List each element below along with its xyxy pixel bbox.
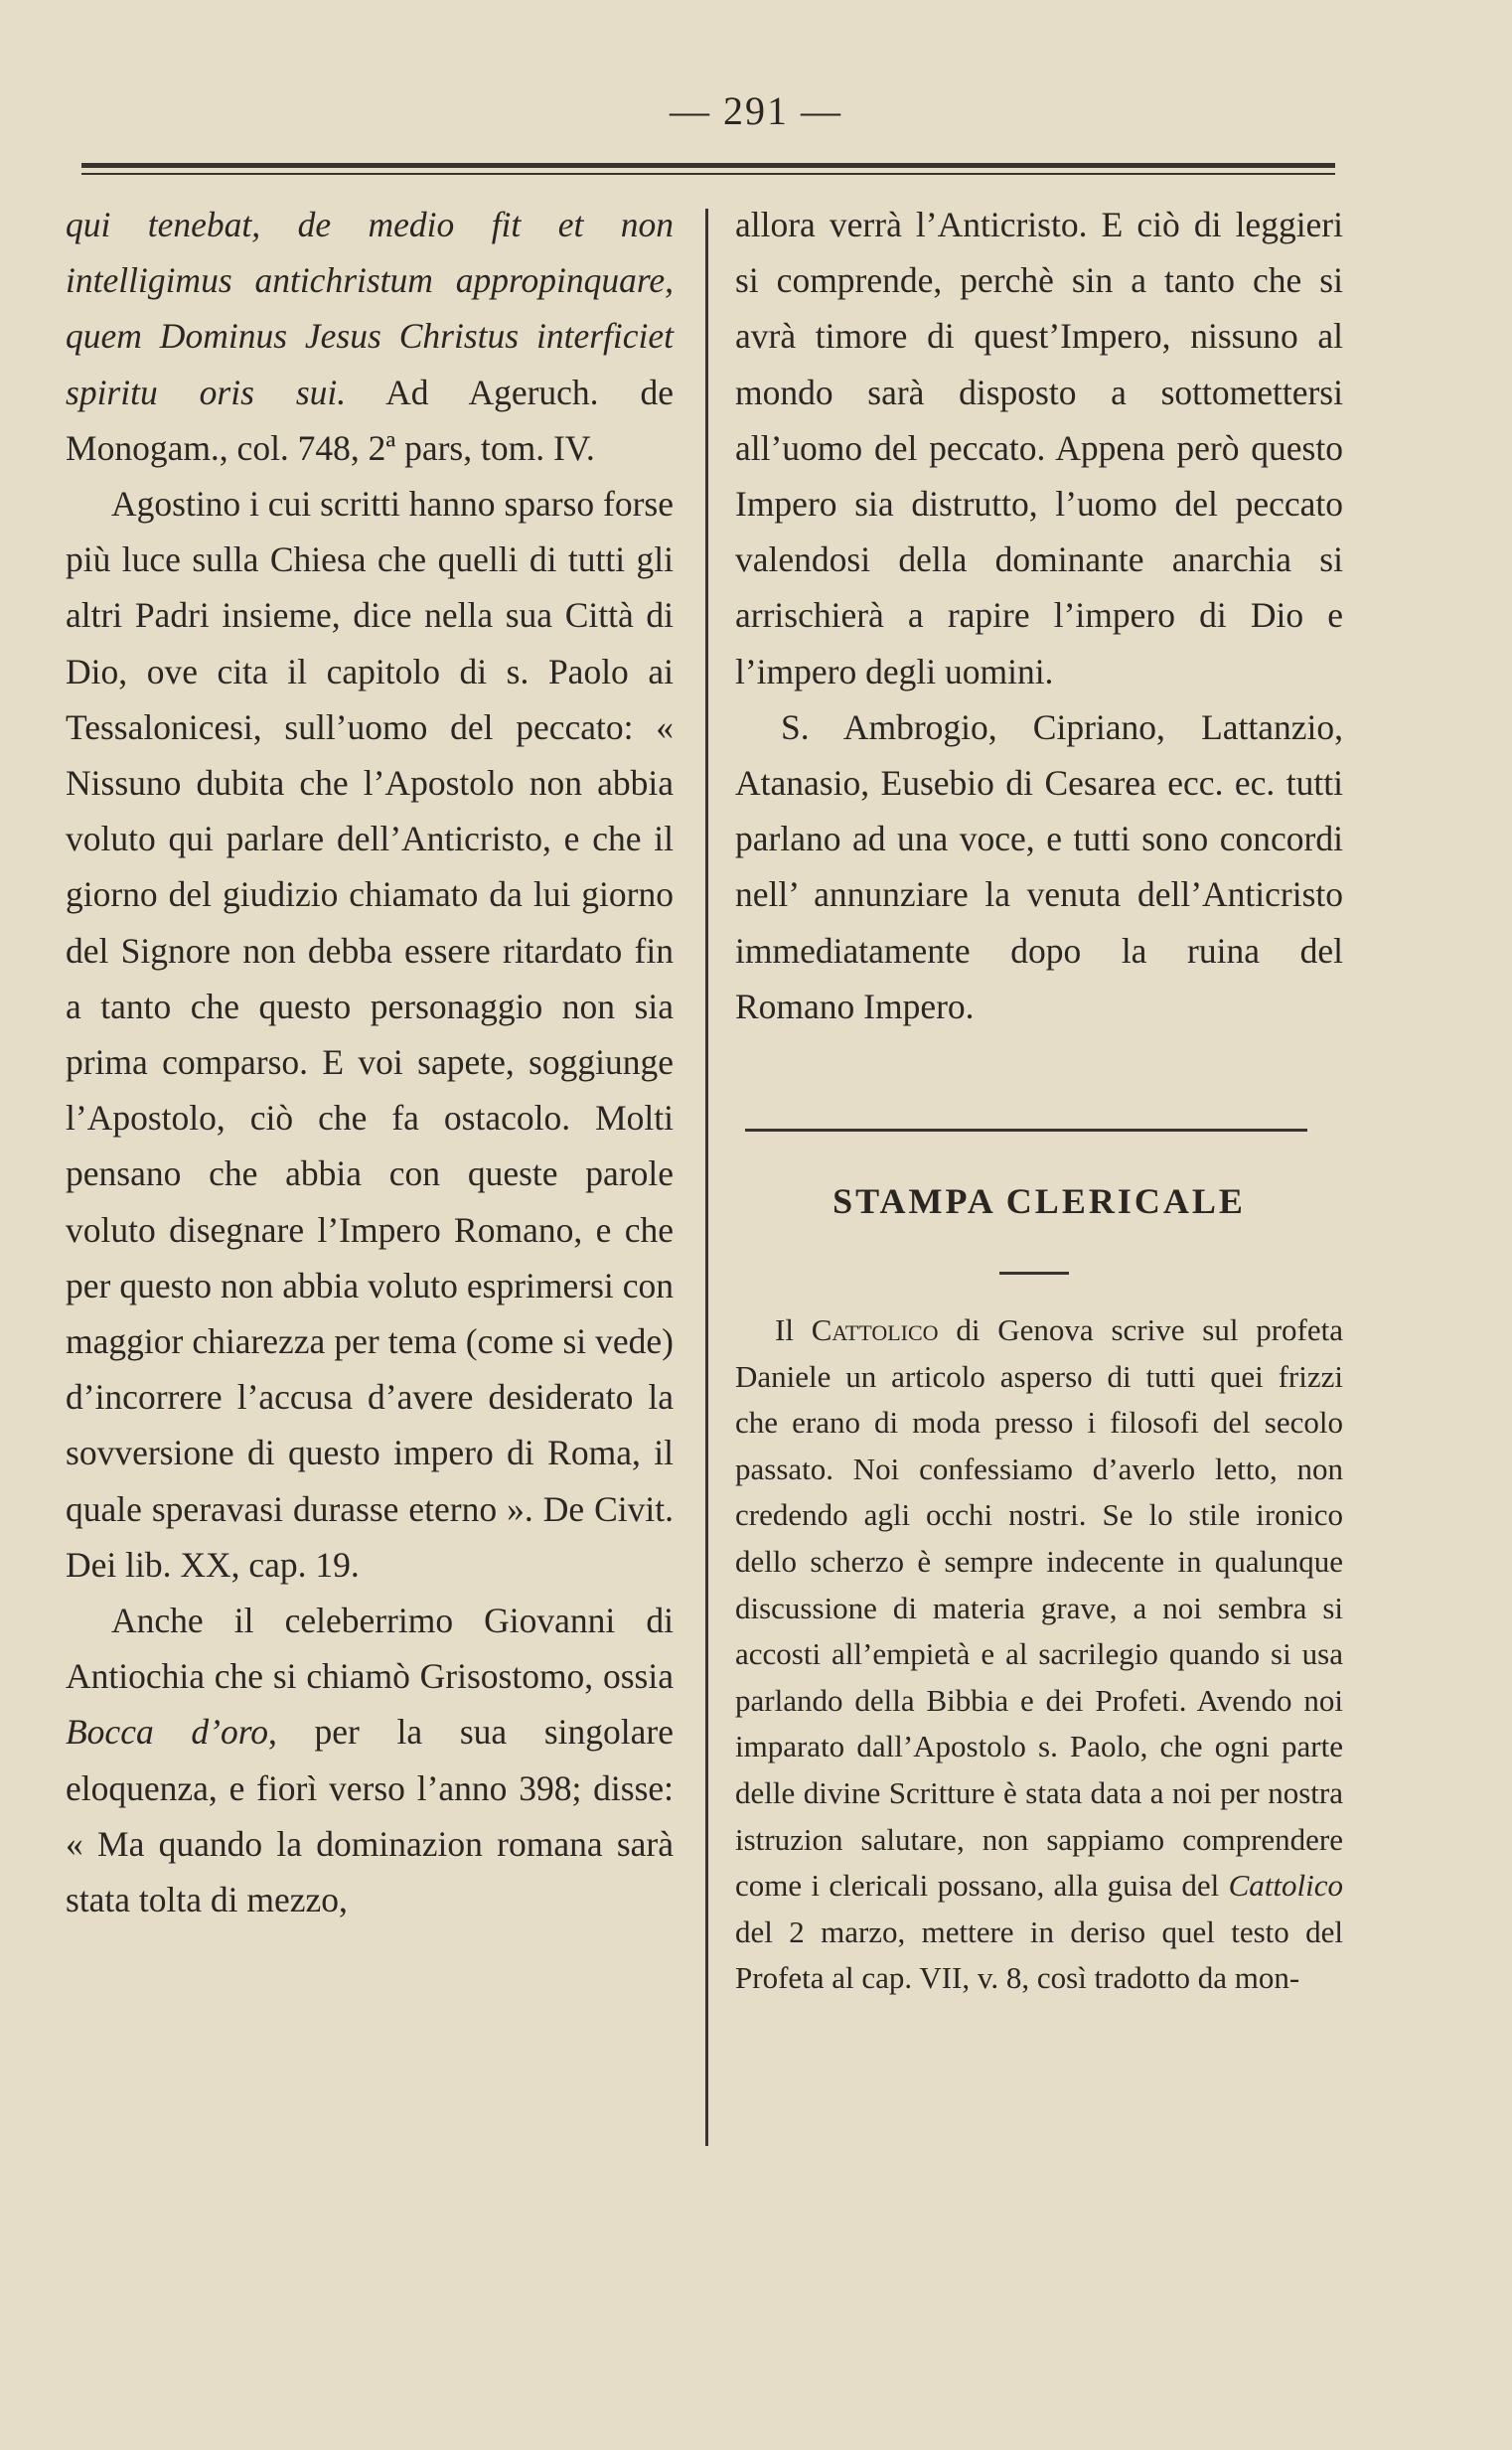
body-1: di Genova scrive sul profeta Daniele un articolo asperso di tutti quei frizzi che erano di moda presso i filosofi del secolo passato. Noi confessiamo d’averlo letto, non credendo agli occhi nostri. Se lo stile ironico dello scherzo è sempre indecente in qualunque discussione di materia grave, a noi sembra si accosti all’empietà e al sacrilegio quando si usa parlando della Bibbia e dei Profeti. Avendo noi imparato dall’Apostolo s. Paolo, che ogni parte delle divine Scritture è stata data a noi per nostra istruzion salutare, non sappiamo comprendere come i clericali possano, alla guisa del [735, 1312, 1343, 1904]
newspaper-name: Cattolico [811, 1312, 939, 1347]
left-column [66, 197, 674, 1927]
right-paragraph-1: allora verrà l’Anticristo. E ciò di leggieri si comprende, perchè sin a tanto che si avrà timore di quest’Impero, nissuno al mondo sarà disposto a sottomettersi all’uomo del peccato. Appena però questo Impero sia distrutto, l’uomo del peccato valendosi della dominante anarchia si arrischierà a rapire l’impero di Dio e l’impero degli uomini. [735, 205, 1343, 691]
citation: Ad Ageruch. de Monogam., col. 748, 2ª pars, tom. IV. [66, 372, 674, 468]
article-body [735, 1307, 1343, 2002]
latin-quote: qui tenebat, de medio fit et non intelligimus antichristum appropinquare, quem Dominus Jesus Christus interficiet spiritu oris sui. [66, 205, 674, 412]
title-short-rule [999, 1272, 1069, 1275]
right-paragraph-2: S. Ambrogio, Cipriano, Lattanzio, Atanasio, Eusebio di Cesarea ecc. ec. tutti parlano ad una voce, e tutti sono concordi nell’ annunziare la venuta dell’Anticristo immediatamente dopo la ruina del Romano Impero. [735, 706, 1343, 1026]
left-paragraph-1 [66, 197, 674, 476]
p3-text-b: , per la sua singolare eloquenza, e fiorì verso l’anno 398; disse: « Ma quando la dominazion romana sarà stata tolta di mezzo, [66, 1712, 674, 1920]
column-divider [705, 209, 708, 2146]
header-rule-thick [81, 163, 1335, 168]
p3-text-a: Anche il celeberrimo Giovanni di Antiochia che si chiamò Grisostomo, ossia [66, 1601, 674, 1697]
left-paragraph-3 [66, 1593, 674, 1927]
page-number: — 291 — [670, 88, 842, 133]
newspaper-name-italic: Cattolico [1228, 1868, 1343, 1904]
p3-italic: Bocca d’oro [66, 1712, 268, 1753]
lead: Il [775, 1312, 812, 1347]
header-rule-thin [81, 173, 1335, 175]
section-rule [745, 1129, 1307, 1132]
right-column [735, 197, 1343, 1034]
article-paragraph [735, 1307, 1343, 2002]
left-paragraph-2: Agostino i cui scritti hanno sparso forse più luce sulla Chiesa che quelli di tutti gli altri Padri insieme, dice nella sua Città di Dio, ove cita il capitolo di s. Paolo ai Tessalonicesi, sull’uomo del peccato: « Nissuno dubita che l’Apostolo non abbia voluto qui parlare dell’Anticristo, e che il giorno del giudizio chiamato da lui giorno del Signore non debba essere ritardato fin a tanto che questo personaggio non sia prima comparso. E voi sapete, soggiunge l’Apostolo, ciò che fa ostacolo. Molti pensano che abbia con queste parole voluto disegnare l’Impero Romano, e che per questo non abbia voluto esprimersi con maggior chiarezza per tema (come si vede) d’incorrere l’accusa d’avere desiderato la sovversione di questo impero di Roma, il quale speravasi durasse eterno ». De Civit. Dei lib. XX, cap. 19. [66, 484, 674, 1585]
section-title: STAMPA CLERICALE [832, 1181, 1246, 1221]
body-2: del 2 marzo, mettere in deriso quel testo del Profeta al cap. VII, v. 8, così tradotto da mon- [735, 1914, 1343, 1996]
